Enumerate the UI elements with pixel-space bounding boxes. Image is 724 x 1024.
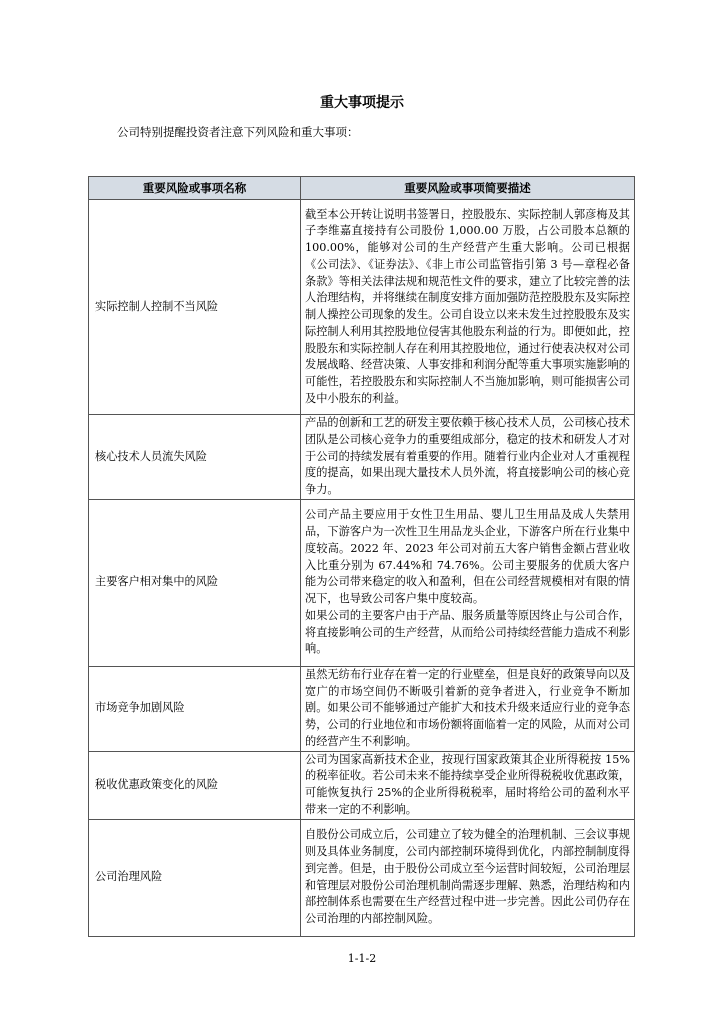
risk-paragraph: 公司为国家高新技术企业，按现行国家政策其企业所得税按 15%的税率征收。若公司未来不能持续享受企业所得税税收优惠政策，可能恢复执行 25%的企业所得税税率，届时将给公司的盈利水平带来一定的不利影响。 bbox=[305, 752, 630, 816]
risk-description bbox=[301, 499, 635, 666]
table-row bbox=[89, 751, 635, 819]
risk-paragraph: 自股份公司成立后，公司建立了较为健全的治理机制、三会议事规则及具体业务制度，公司内部控制环境得到优化，内部控制制度得到完善。但是，由于股份公司成立至今运营时间较短，公司治理层和管理层对股份公司治理机制尚需逐步理解、熟悉，治理结构和内部控制体系也需要在生产经营过程中进一步完善。因此公司仍存在公司治理的内部控制风险。 bbox=[305, 828, 630, 925]
risk-description bbox=[301, 751, 635, 819]
header-risk-name: 重要风险或事项名称 bbox=[89, 177, 301, 200]
risk-name: 税收优惠政策变化的风险 bbox=[89, 751, 301, 819]
risk-description bbox=[301, 819, 635, 936]
table-row bbox=[89, 499, 635, 666]
risk-name: 主要客户相对集中的风险 bbox=[89, 499, 301, 666]
risk-name: 核心技术人员流失风险 bbox=[89, 415, 301, 500]
risk-name: 公司治理风险 bbox=[89, 819, 301, 936]
risk-paragraph: 公司产品主要应用于女性卫生用品、婴儿卫生用品及成人失禁用品，下游客户为一次性卫生用品龙头企业，下游客户所在行业集中度较高。2022 年、2023 年公司对前五大客户销售金额占营业收入比重分别为 67.44%和 74.76%。公司主要服务的优质大客户能为公司带来稳定的收入和盈利，但在公司经营规模相对有限的情况下，也导致公司客户集中度较高。 bbox=[305, 508, 630, 606]
risk-paragraph: 截至本公开转让说明书签署日，控股股东、实际控制人郭彦梅及其子李维嘉直接持有公司股份 1,000.00 万股，占公司股本总额的 100.00%，能够对公司的生产经营产生重大影响。公司已根据《公司法》、《证券法》、《非上市公司监管指引第 3 号—章程必备条款》等相关法律法规和规范性文件的要求，建立了比较完善的法人治理结构，并将继续在制度安排方面加强防范控股股东及实际控制人操控公司现象的发生。公司自设立以来未发生过控股股东及实际控制人利用其控股地位侵害其他股东利益的行为。即便如此，控股股东和实际控制人存在利用其控股地位，通过行使表决权对公司发展战略、经营决策、人事安排和利润分配等重大事项实施影响的可能性，若控股股东和实际控制人不当施加影响，则可能损害公司及中小股东的利益。 bbox=[305, 207, 630, 405]
page-title: 重大事项提示 bbox=[320, 95, 404, 111]
page-number: 1-1-2 bbox=[347, 952, 377, 965]
table-row bbox=[89, 666, 635, 751]
risk-description bbox=[301, 666, 635, 751]
table-row bbox=[89, 819, 635, 936]
risk-description bbox=[301, 415, 635, 500]
header-risk-description: 重要风险或事项简要描述 bbox=[301, 177, 635, 200]
risk-name: 市场竞争加剧风险 bbox=[89, 666, 301, 751]
intro-text: 公司特别提醒投资者注意下列风险和重大事项： bbox=[117, 125, 359, 139]
risk-paragraph: 虽然无纺布行业存在着一定的行业壁垒，但是良好的政策导向以及宽广的市场空间仍不断吸引着新的竞争者进入，行业竞争不断加剧。如果公司不能够通过产能扩大和技术升级来适应行业的竞争态势，公司的行业地位和市场份额将面临着一定的风险，从而对公司的经营产生不利影响。 bbox=[305, 667, 630, 748]
table-row bbox=[89, 415, 635, 500]
risk-paragraph: 如果公司的主要客户由于产品、服务质量等原因终止与公司合作，将直接影响公司的生产经营，从而给公司持续经营能力造成不利影响。 bbox=[305, 608, 630, 656]
risk-paragraph: 产品的创新和工艺的研发主要依赖于核心技术人员，公司核心技术团队是公司核心竞争力的重要组成部分，稳定的技术和研发人才对于公司的持续发展有着重要的作用。随着行业内企业对人才重视程度的提高，如果出现大量技术人员外流，将直接影响公司的核心竞争力。 bbox=[305, 416, 630, 496]
risk-description bbox=[301, 200, 635, 415]
table-row bbox=[89, 200, 635, 415]
risk-name: 实际控制人控制不当风险 bbox=[89, 200, 301, 415]
table-header-row bbox=[89, 177, 635, 200]
risk-table bbox=[88, 176, 635, 937]
